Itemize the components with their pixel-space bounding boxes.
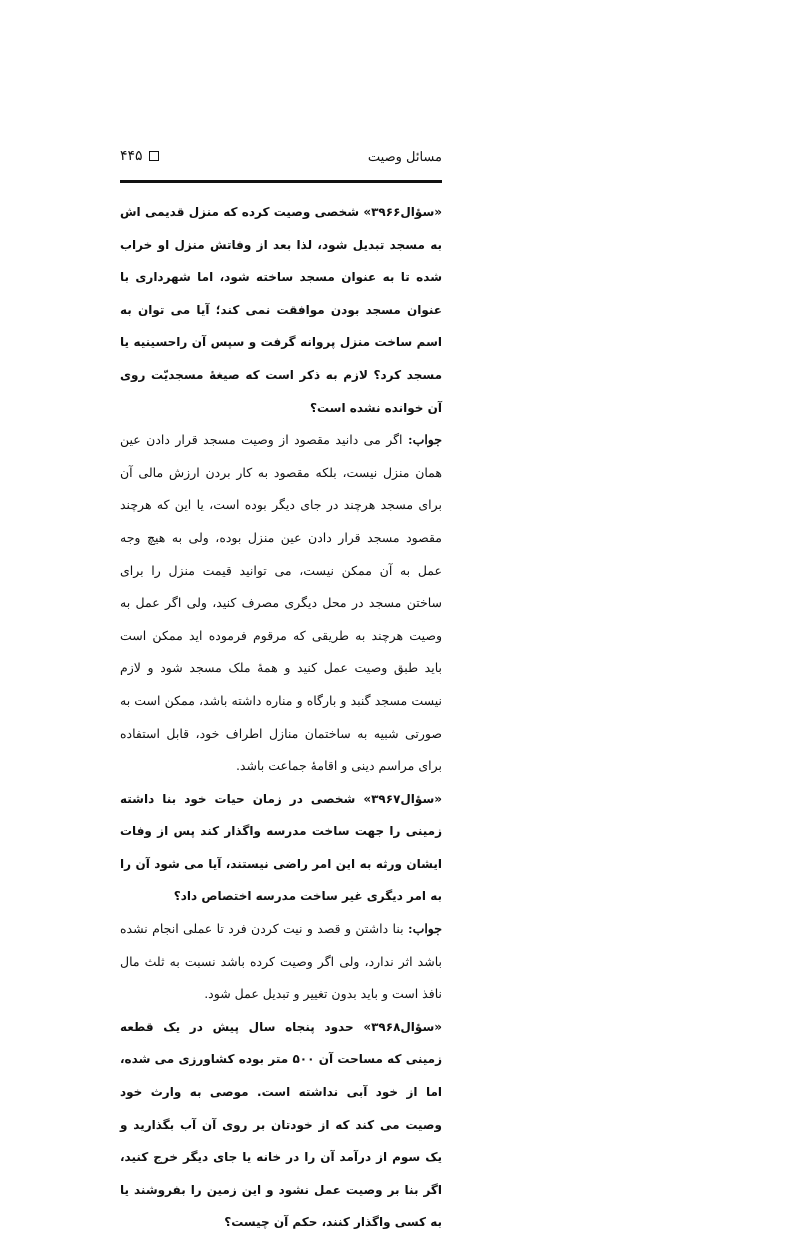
square-ornament-icon bbox=[149, 151, 159, 161]
question-paragraph bbox=[120, 783, 442, 913]
body-text bbox=[120, 196, 442, 1239]
question-text: «سؤال۳۹۶۶» شخصی وصیت کرده که منزل قدیمی اش به مسجد تبدیل شود، لذا بعد از وفاتش منزل او خراب شده تا به عنوان مسجد ساخته شود، اما شهرداری با عنوان مسجد بودن موافقت نمی کند؛ آیا می توان به اسم ساخت منزل پروانه گرفت و سپس آن راحسینیه یا مسجد کرد؟ لازم به ذکر است که صیغهٔ مسجدیّت روی آن خوانده نشده است؟ bbox=[120, 205, 442, 415]
page-number: ۴۴۵ bbox=[120, 148, 143, 164]
answer-label: جواب: bbox=[407, 432, 442, 448]
answer-text: اگر می دانید مقصود از وصیت مسجد قرار دادن عین همان منزل نیست، بلکه مقصود به کار بردن ارزش مالی آن برای مسجد هرچند در جای دیگر بوده است، یا این که هرچند مقصود مسجد قرار دادن عین منزل بوده، ولی به هیچ وجه عمل به آن ممکن نیست، می توانید قیمت منزل را برای ساختن مسجد در محل دیگری مصرف کنید، ولی اگر عمل به وصیت هرچند به طریقی که مرقوم فرموده اید ممکن است باید طبق وصیت عمل کنید و همهٔ ملک مسجد شود و لازم نیست مسجد گنبد و بارگاه و مناره داشته باشد، ممکن است به صورتی شبیه به ساختمان منازل اطراف خود، قابل استفاده برای مراسم دینی و اقامهٔ جماعت باشد. bbox=[120, 432, 442, 774]
answer-paragraph bbox=[120, 424, 442, 783]
header-rule bbox=[120, 180, 442, 183]
answer-paragraph bbox=[120, 913, 442, 1011]
page-header bbox=[120, 148, 442, 172]
question-text: «سؤال۳۹۶۷» شخصی در زمان حیات خود بنا داشته زمینی را جهت ساخت مدرسه واگذار کند پس از وفات ایشان ورثه به این امر راضی نیستند، آیا می شود آن را به امر دیگری غیر ساخت مدرسه اختصاص داد؟ bbox=[120, 791, 442, 904]
question-paragraph bbox=[120, 1011, 442, 1239]
question-paragraph bbox=[120, 196, 442, 424]
page-number-group bbox=[120, 148, 159, 164]
question-text: «سؤال۳۹۶۸» حدود پنجاه سال پیش در یک قطعه زمینی که مساحت آن ۵۰۰ متر بوده کشاورزی می شده، اما از خود آبی نداشته است. موصی به وارث خود وصیت می کند که از خودتان بر روی آن آب بگذارید و یک سوم از درآمد آن را در خانه یا جای دیگر خرج کنید، اگر بنا بر وصیت عمل نشود و این زمین را بفروشند یا به کسی واگذار کنند، حکم آن چیست؟ bbox=[120, 1019, 442, 1230]
section-title: مسائل وصیت bbox=[367, 150, 442, 165]
answer-text: بنا داشتن و قصد و نیت کردن فرد تا عملی انجام نشده باشد اثر ندارد، ولی اگر وصیت کرده باشد نسبت به ثلث مال نافذ است و باید بدون تغییر و تبدیل عمل شود. bbox=[120, 921, 442, 1002]
answer-label: جواب: bbox=[407, 921, 442, 937]
